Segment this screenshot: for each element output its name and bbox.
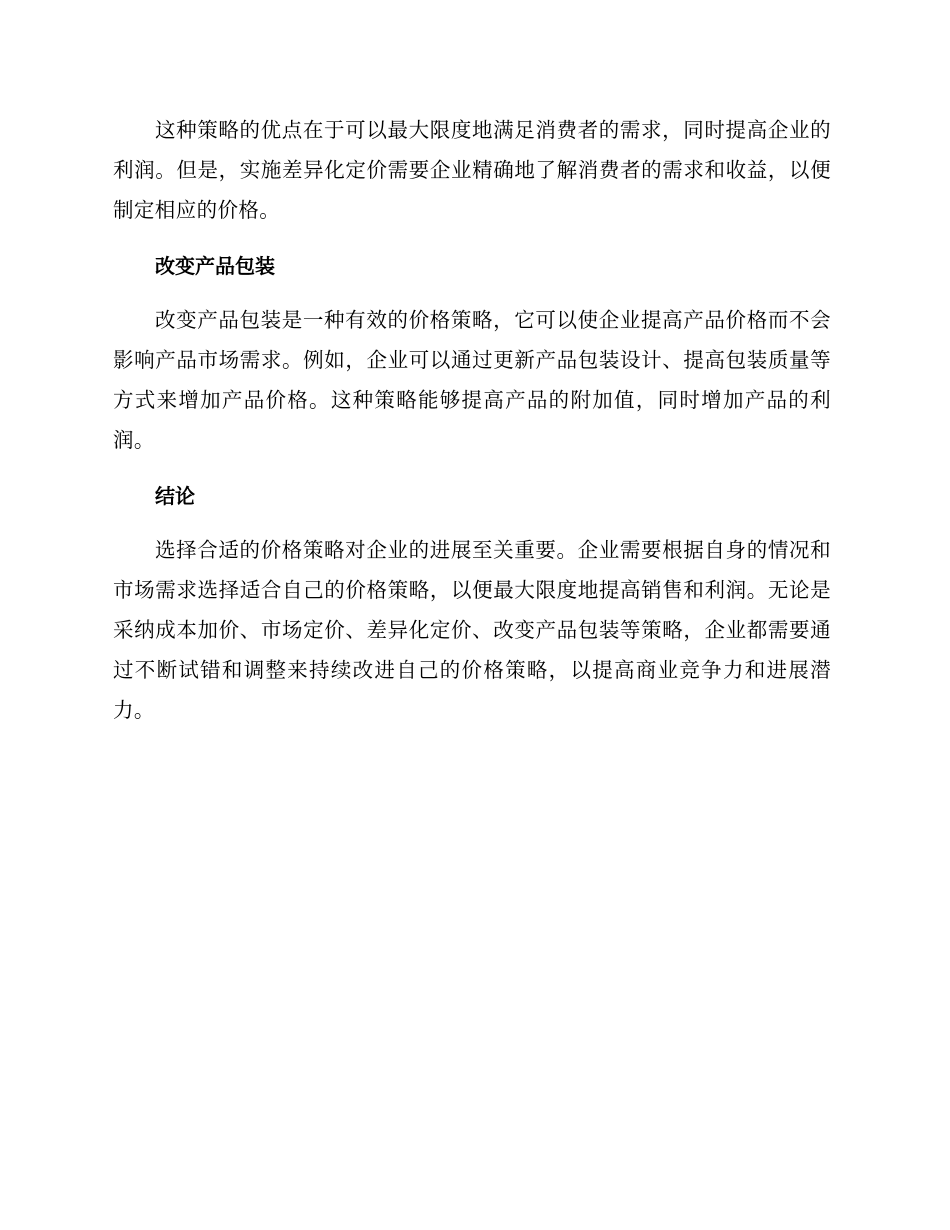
paragraph-conclusion: 选择合适的价格策略对企业的进展至关重要。企业需要根据自身的情况和市场需求选择适合自己的价格策略，以便最大限度地提高销售和利润。无论是采纳成本加价、市场定价、差异化定价、改变产品包装等策略，企业都需要通过不断试错和调整来持续改进自己的价格策略，以提高商业竞争力和进展潜力。 [113,538,831,722]
paragraph-packaging: 改变产品包装是一种有效的价格策略，它可以使企业提高产品价格而不会影响产品市场需求。例如，企业可以通过更新产品包装设计、提高包装质量等方式来增加产品价格。这种策略能够提高产品的附加值，同时增加产品的利润。 [113,308,831,452]
section-heading-packaging: 改变产品包装 [155,254,275,278]
paragraph-differentiated-pricing: 这种策略的优点在于可以最大限度地满足消费者的需求，同时提高企业的利润。但是，实施差异化定价需要企业精确地了解消费者的需求和收益，以便制定相应的价格。 [113,118,831,222]
document-page [113,110,831,730]
section-heading-conclusion: 结论 [155,484,195,508]
